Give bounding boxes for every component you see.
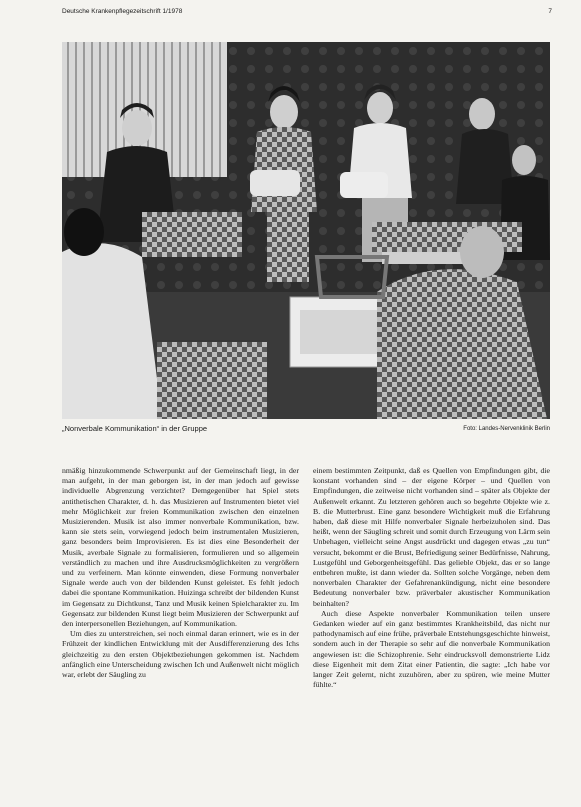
running-header	[62, 6, 552, 18]
caption-text: „Nonverbale Kommunikation“ in der Gruppe	[62, 424, 208, 433]
page-number: 7	[548, 8, 552, 15]
photo-credit: Foto: Landes-Nervenklinik Berlin	[463, 426, 550, 432]
journal-title: Deutsche Krankenpflegezeitschrift 1/1978	[62, 8, 183, 15]
article-body	[62, 466, 550, 802]
photo-illustration	[62, 42, 550, 419]
left-paragraph-1: nmäßig hinzukommende Schwerpunkt auf der Gemeinschaft liegt, in der man aufgeht, in der man geborgen ist, in der man jedoch auf gewisse individuelle Abgrenzung verzichtet? Demgegenüber hat Spiel stets antithetischen Charakter, d. h. das Musizieren auf Instrumenten bietet viel mehr Möglichkeit zur freien Kommunikation zwischen den einzelnen Musizierenden. Musik ist also immer nonverbale Kommunikation, bzw. kann sie stets sein, vorwiegend jedoch beim instrumentalen Musizieren, ganz besonders beim Improvisieren. Es ist dies eine Besonderheit der Musik, averbale Signale zu formalisieren, formulieren und so allgemein verständlich zu machen und ihre Ausdrucksmöglichkeiten zu vergrößern und zu verfeinern. Man könnte einwenden, diese Formung nonverbaler Signale werde auch von der bildenden Kunst geleistet. Es fehlt jedoch dabei die spontane Kommunikation. Huizinga schreibt der bildenden Kunst im Gegensatz zu Dichtkunst, Tanz und Musik keinen Spielcharakter zu. Im Gegensatz zur bildenden Kunst liegt beim Musizieren der Schwerpunkt auf den interpersonellen Beziehungen, auf Kommunikation.	[62, 466, 299, 629]
left-column	[62, 466, 299, 802]
right-paragraph-1: einem bestimmten Zeitpunkt, daß es Quellen von Empfindungen gibt, die konstant vorhanden sind – der eigene Körper – und Quellen von Empfindungen, die zeitweise nicht vorhanden sind – später als Objekte der Außenwelt erkannt. Zu letzteren gehören auch so begehrte Objekte wie z. B. die Mutterbrust. Eine ganz besondere Wichtigkeit muß die Erfahrung haben, daß diese mit Hilfe nonverbaler Signale herbeizuholen sind. Das heißt, wenn der Säugling schreit und somit durch Erzeugung von Lärm sein Unbehagen, vielleicht seine Angst ausdrückt und dagegen etwas „zu tun“ versucht, bekommt er die Brust, Befriedigung seiner Bedürfnisse, Nahrung, Lustgefühl und Geborgenheitsgefühl. Das gelieble Objekt, das er so lange entbehren mußte, ist dann wieder da. Sollten solche Vorgänge, neben dem nonverbalen Charakter der Gefahrenankündigung, nicht eine besondere Bedeutung nonverbaler bzw. präverbaler akustischer Kommunikation beinhalten?	[313, 466, 550, 608]
right-paragraph-2: Auch diese Aspekte nonverbaler Kommunikation teilen unsere Gedanken wieder auf ein ganz bestimmtes Krankheitsbild, das nicht nur pathodynamisch auf eine frühe, präverbale Entstehungsgeschichte hinweist, sondern auch in der Therapie so sehr auf die nonverbale Kommunikation angewiesen ist: die Schizophrenie. Sehr eindrucksvoll demonstrierte Lidz diese Eigenheit mit dem Zitat einer Patientin, die sagte: „Ich habe vor langer Zeit gelernt, nicht zuzuhören, aber zu spüren, wie meine Mutter fühlte.“	[313, 608, 550, 690]
left-paragraph-2: Um dies zu unterstreichen, sei noch einmal daran erinnert, wie es in der Frühzeit der kindlichen Entwicklung mit der Ausdifferenzierung des Ichs gleichzeitig zu den ersten Objektbeziehungen gekommen ist. Nachdem anfänglich eine Unterscheidung zwischen Ich und Außenwelt nicht möglich war, erlebt der Säugling zu	[62, 629, 299, 680]
right-column	[313, 466, 550, 802]
group-music-photo	[62, 42, 550, 419]
figure-caption	[62, 423, 550, 435]
